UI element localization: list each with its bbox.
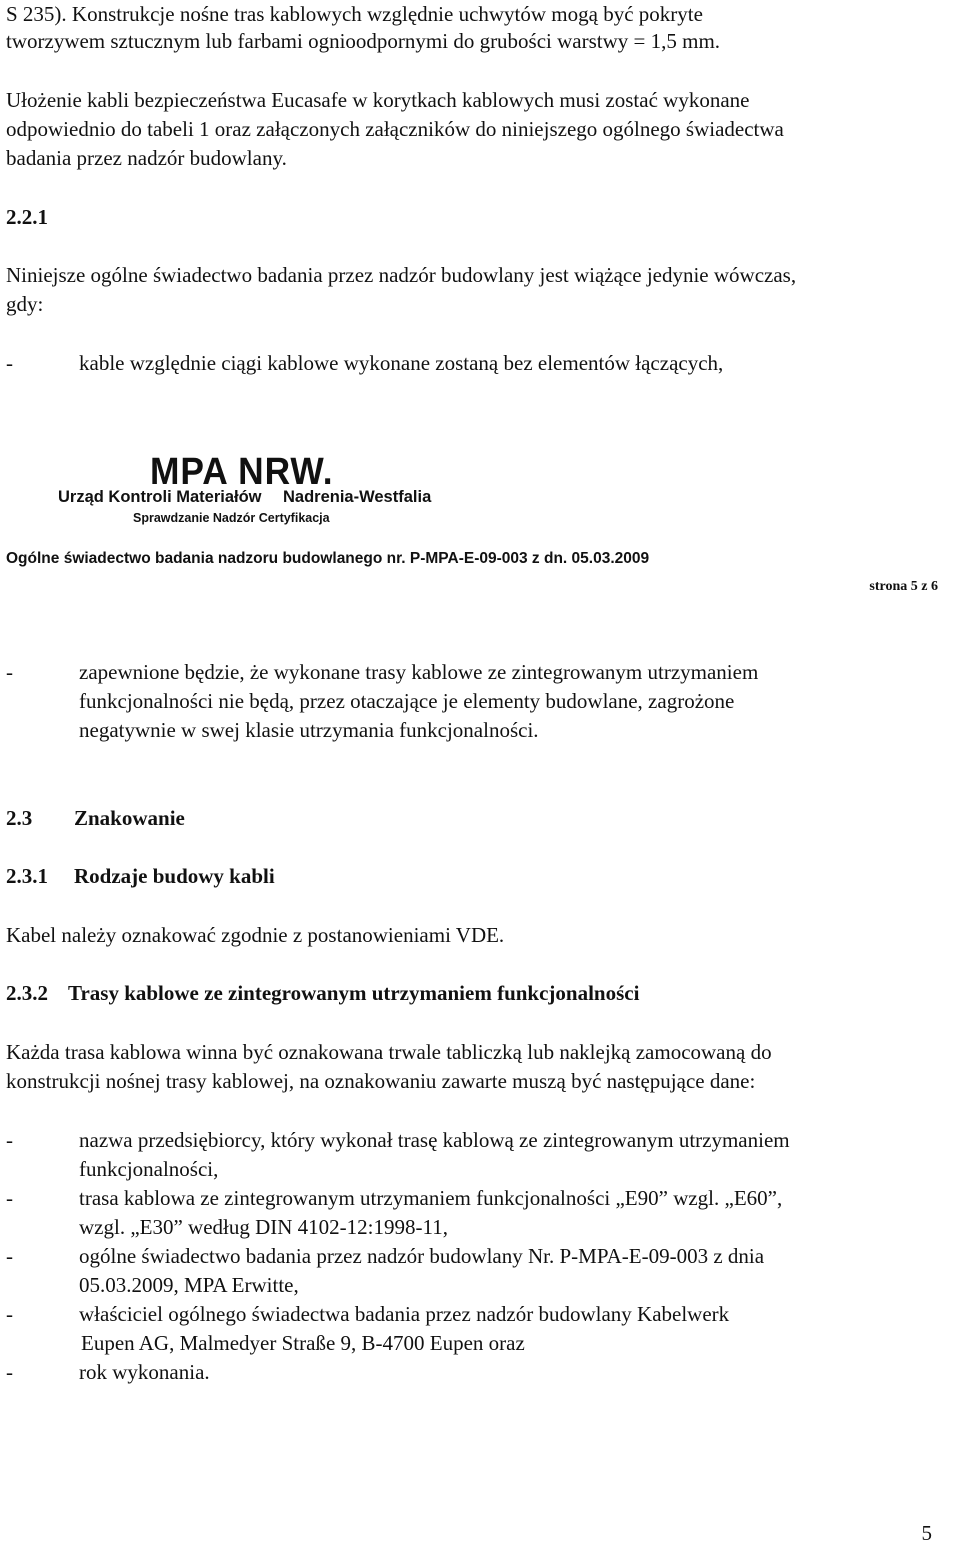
- list-bullet: -: [6, 1360, 13, 1384]
- list-item-line: funkcjonalności nie będą, przez otaczające je elementy budowlane, zagrożone: [79, 689, 735, 713]
- section-number: 2.3: [6, 806, 33, 830]
- office-name-left: Urząd Kontroli Materiałów: [58, 488, 262, 506]
- list-item-line: Eupen AG, Malmedyer Straße 9, B-4700 Eupen oraz: [81, 1331, 525, 1355]
- list-item-line: rok wykonania.: [79, 1360, 210, 1384]
- paragraph-line: konstrukcji nośnej trasy kablowej, na oznakowaniu zawarte muszą być następujące dane:: [6, 1069, 756, 1093]
- section-title: Rodzaje budowy kabli: [74, 864, 275, 888]
- list-item-line: właściciel ogólnego świadectwa badania przez nadzór budowlany Kabelwerk: [79, 1302, 730, 1326]
- certificate-reference: Ogólne świadectwo badania nadzoru budowlanego nr. P-MPA-E-09-003 z dn. 05.03.2009: [6, 550, 650, 567]
- office-name: [58, 487, 431, 507]
- office-name-right: Nadrenia-Westfalia: [283, 488, 432, 506]
- list-bullet: -: [6, 351, 13, 375]
- logo-title: MPA NRW.: [150, 451, 334, 493]
- list-bullet: -: [6, 1302, 13, 1326]
- office-services: Sprawdzanie Nadzór Certyfikacja: [133, 511, 330, 525]
- list-bullet: -: [6, 1128, 13, 1152]
- paragraph-line: tworzywem sztucznym lub farbami ognioodpornymi do grubości warstwy = 1,5 mm.: [6, 29, 721, 53]
- list-item-line: trasa kablowa ze zintegrowanym utrzymaniem funkcjonalności „E90” wzgl. „E60”,: [79, 1186, 783, 1210]
- footer-page-number: 5: [921, 1521, 932, 1545]
- paragraph-line: Ułożenie kabli bezpieczeństwa Eucasafe w korytkach kablowych musi zostać wykonane: [6, 88, 750, 112]
- list-item-line: zapewnione będzie, że wykonane trasy kablowe ze zintegrowanym utrzymaniem: [79, 660, 759, 684]
- list-item-line: negatywnie w swej klasie utrzymania funkcjonalności.: [79, 718, 539, 742]
- list-bullet: -: [6, 660, 13, 684]
- section-title: Znakowanie: [74, 806, 185, 830]
- list-item-line: 05.03.2009, MPA Erwitte,: [79, 1273, 299, 1297]
- list-item-line: wzgl. „E30” według DIN 4102-12:1998-11,: [79, 1215, 448, 1239]
- page-indicator: strona 5 z 6: [869, 579, 938, 594]
- section-number: 2.2.1: [6, 205, 48, 229]
- section-number: 2.3.1: [6, 864, 48, 888]
- list-bullet: -: [6, 1244, 13, 1268]
- paragraph-line: Kabel należy oznakować zgodnie z postanowieniami VDE.: [6, 923, 505, 947]
- list-item: kable względnie ciągi kablowe wykonane zostaną bez elementów łączących,: [79, 351, 724, 375]
- paragraph-line: badania przez nadzór budowlany.: [6, 146, 287, 170]
- paragraph-line: gdy:: [6, 292, 44, 316]
- section-number: 2.3.2: [6, 981, 48, 1005]
- list-item-line: ogólne świadectwo badania przez nadzór budowlany Nr. P-MPA-E-09-003 z dnia: [79, 1244, 765, 1268]
- paragraph-line: Każda trasa kablowa winna być oznakowana trwale tabliczką lub naklejką zamocowaną do: [6, 1040, 772, 1064]
- paragraph-line: odpowiednio do tabeli 1 oraz załączonych załączników do niniejszego ogólnego świadectwa: [6, 117, 784, 141]
- paragraph-line: Niniejsze ogólne świadectwo badania przez nadzór budowlany jest wiążące jedynie wówczas,: [6, 263, 797, 287]
- list-item-line: funkcjonalności,: [79, 1157, 219, 1181]
- list-item-line: nazwa przedsiębiorcy, który wykonał trasę kablową ze zintegrowanym utrzymaniem: [79, 1128, 790, 1152]
- list-bullet: -: [6, 1186, 13, 1210]
- section-title: Trasy kablowe ze zintegrowanym utrzymaniem funkcjonalności: [68, 981, 640, 1005]
- paragraph-line: S 235). Konstrukcje nośne tras kablowych względnie uchwytów mogą być pokryte: [6, 2, 703, 26]
